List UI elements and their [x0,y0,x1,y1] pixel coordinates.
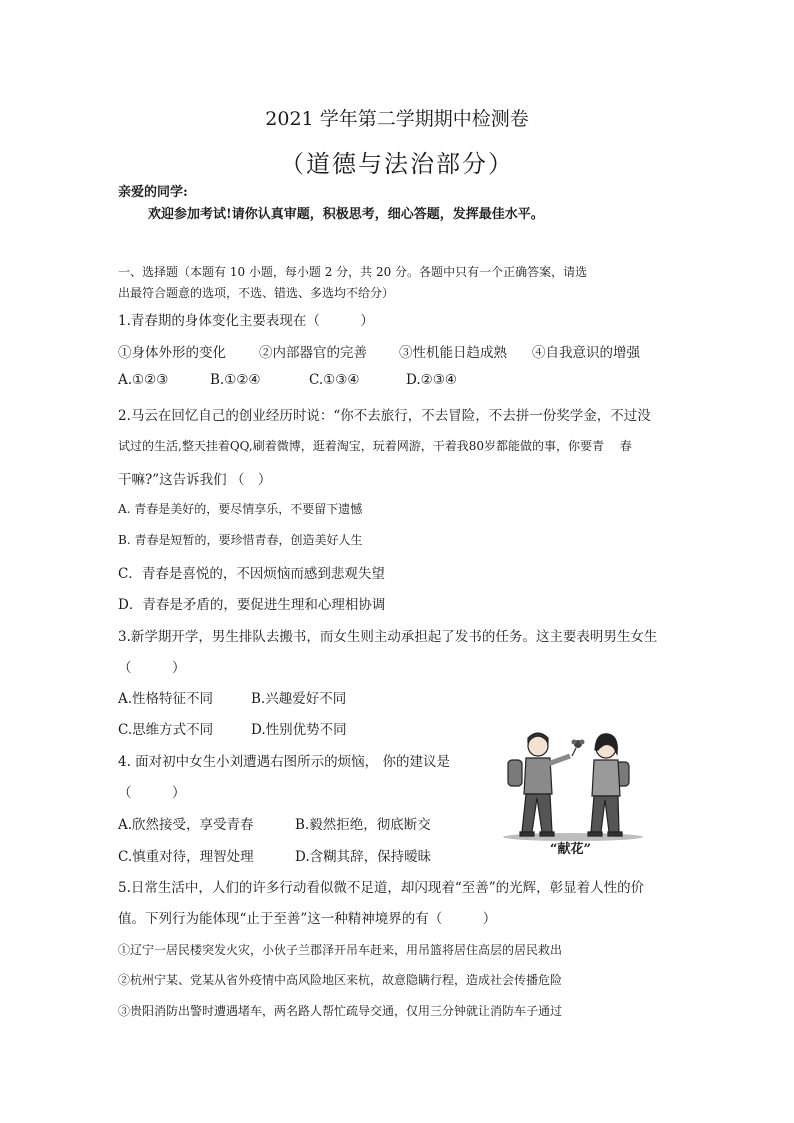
exam-title: 2021 学年第二学期期中检测卷 [265,108,529,130]
q1-stem: 1.青春期的身体变化主要表现在（ ） [118,313,374,329]
girl-figure [588,734,629,836]
greeting-salutation: 亲爱的同学: [118,185,188,200]
q5-item-1: ①辽宁一居民楼突发火灾，小伙子兰郡泽开吊车赶来，用吊篮将居住高层的居民救出 [118,943,563,957]
q2-stem-line1: 2.马云在回忆自己的创业经历时说：“你不去旅行，不去冒险，不去拼一份奖学金，不过没 [118,408,651,424]
q1-item-3: ③性机能日趋成熟 [399,345,507,361]
q3-option-a: A.性格特征不同 [118,691,214,707]
q1-option-d: D.②③④ [406,372,457,388]
q4-stem-line2: （ ） [118,785,186,801]
q1-item-1: ①身体外形的变化 [118,345,226,361]
q1-item-2: ②内部器官的完善 [259,345,367,361]
q5-item-3: ③贵阳消防出警时遭遇堵车，两名路人帮忙疏导交通，仅用三分钟就让消防车子通过 [118,1004,563,1018]
q4-stem-line1: 4. 面对初中女生小刘遭遇右图所示的烦恼， 你的建议是 [118,754,450,770]
q3-stem-line2: （ ） [118,660,186,676]
exam-subtitle: （道德与法治部分） [280,150,514,178]
q3-option-b: B.兴趣爱好不同 [251,691,347,707]
q2-option-a: A. 青春是美好的，要尽情享乐，不要留下遗憾 [118,502,363,516]
q4-option-d: D.含糊其辞，保持暧昧 [295,849,432,865]
greeting-message: 欢迎参加考试!请你认真审题，积极思考，细心答题，发挥最佳水平。 [148,207,544,222]
q5-stem-line1: 5.日常生活中，人们的许多行动看似微不足道，却闪现着“至善”的光辉，彰显着人性的价 [118,880,645,896]
boy-figure [508,733,570,836]
section-heading-line1: 一、选择题（本题有 10 小题，每小题 2 分，共 20 分。各题中只有一个正确答案，请选 [118,265,588,279]
q1-option-c: C.①③④ [309,372,360,388]
flower-icon [572,740,585,757]
q5-stem-line2: 值。下列行为能体现“止于至善”这一种精神境界的有（ ） [118,911,497,927]
figure-caption: “献花” [550,842,591,857]
q2-option-d: D．青春是矛盾的，要促进生理和心理相协调 [118,597,386,613]
q3-option-c: C.思维方式不同 [118,722,214,738]
q2-option-c: C．青春是喜悦的，不因烦恼而感到悲观失望 [118,566,385,582]
q4-option-a: A.欣然接受，享受青春 [118,817,254,833]
q4-option-c: C.慎重对待，理智处理 [118,849,254,865]
q2-stem-line3: 干嘛?”这告诉我们 （ ） [118,472,272,488]
q2-option-b: B. 青春是短暂的，要珍惜青春，创造美好人生 [118,533,363,547]
q1-item-4: ④自我意识的增强 [532,345,640,361]
q2-stem-line2: 试过的生活,整天挂着QQ,刷着微博，逛着淘宝，玩着网游，干着我80岁都能做的事，你要青 春 [118,439,632,453]
section-heading-line2: 出最符合题意的选项，不选、错选、多选均不给分） [118,286,395,300]
q3-option-d: D.性别优势不同 [251,722,347,738]
q5-item-2: ②杭州宁某、党某从省外疫情中高风险地区来杭，故意隐瞒行程，造成社会传播危险 [118,973,563,987]
q4-option-b: B.毅然拒绝，彻底断交 [295,817,431,833]
q1-option-a: A.①②③ [118,372,169,388]
q1-option-b: B.①②④ [210,372,261,388]
q3-stem-line1: 3.新学期开学，男生排队去搬书，而女生则主动承担起了发书的任务。这主要表明男生女生 [118,629,658,645]
